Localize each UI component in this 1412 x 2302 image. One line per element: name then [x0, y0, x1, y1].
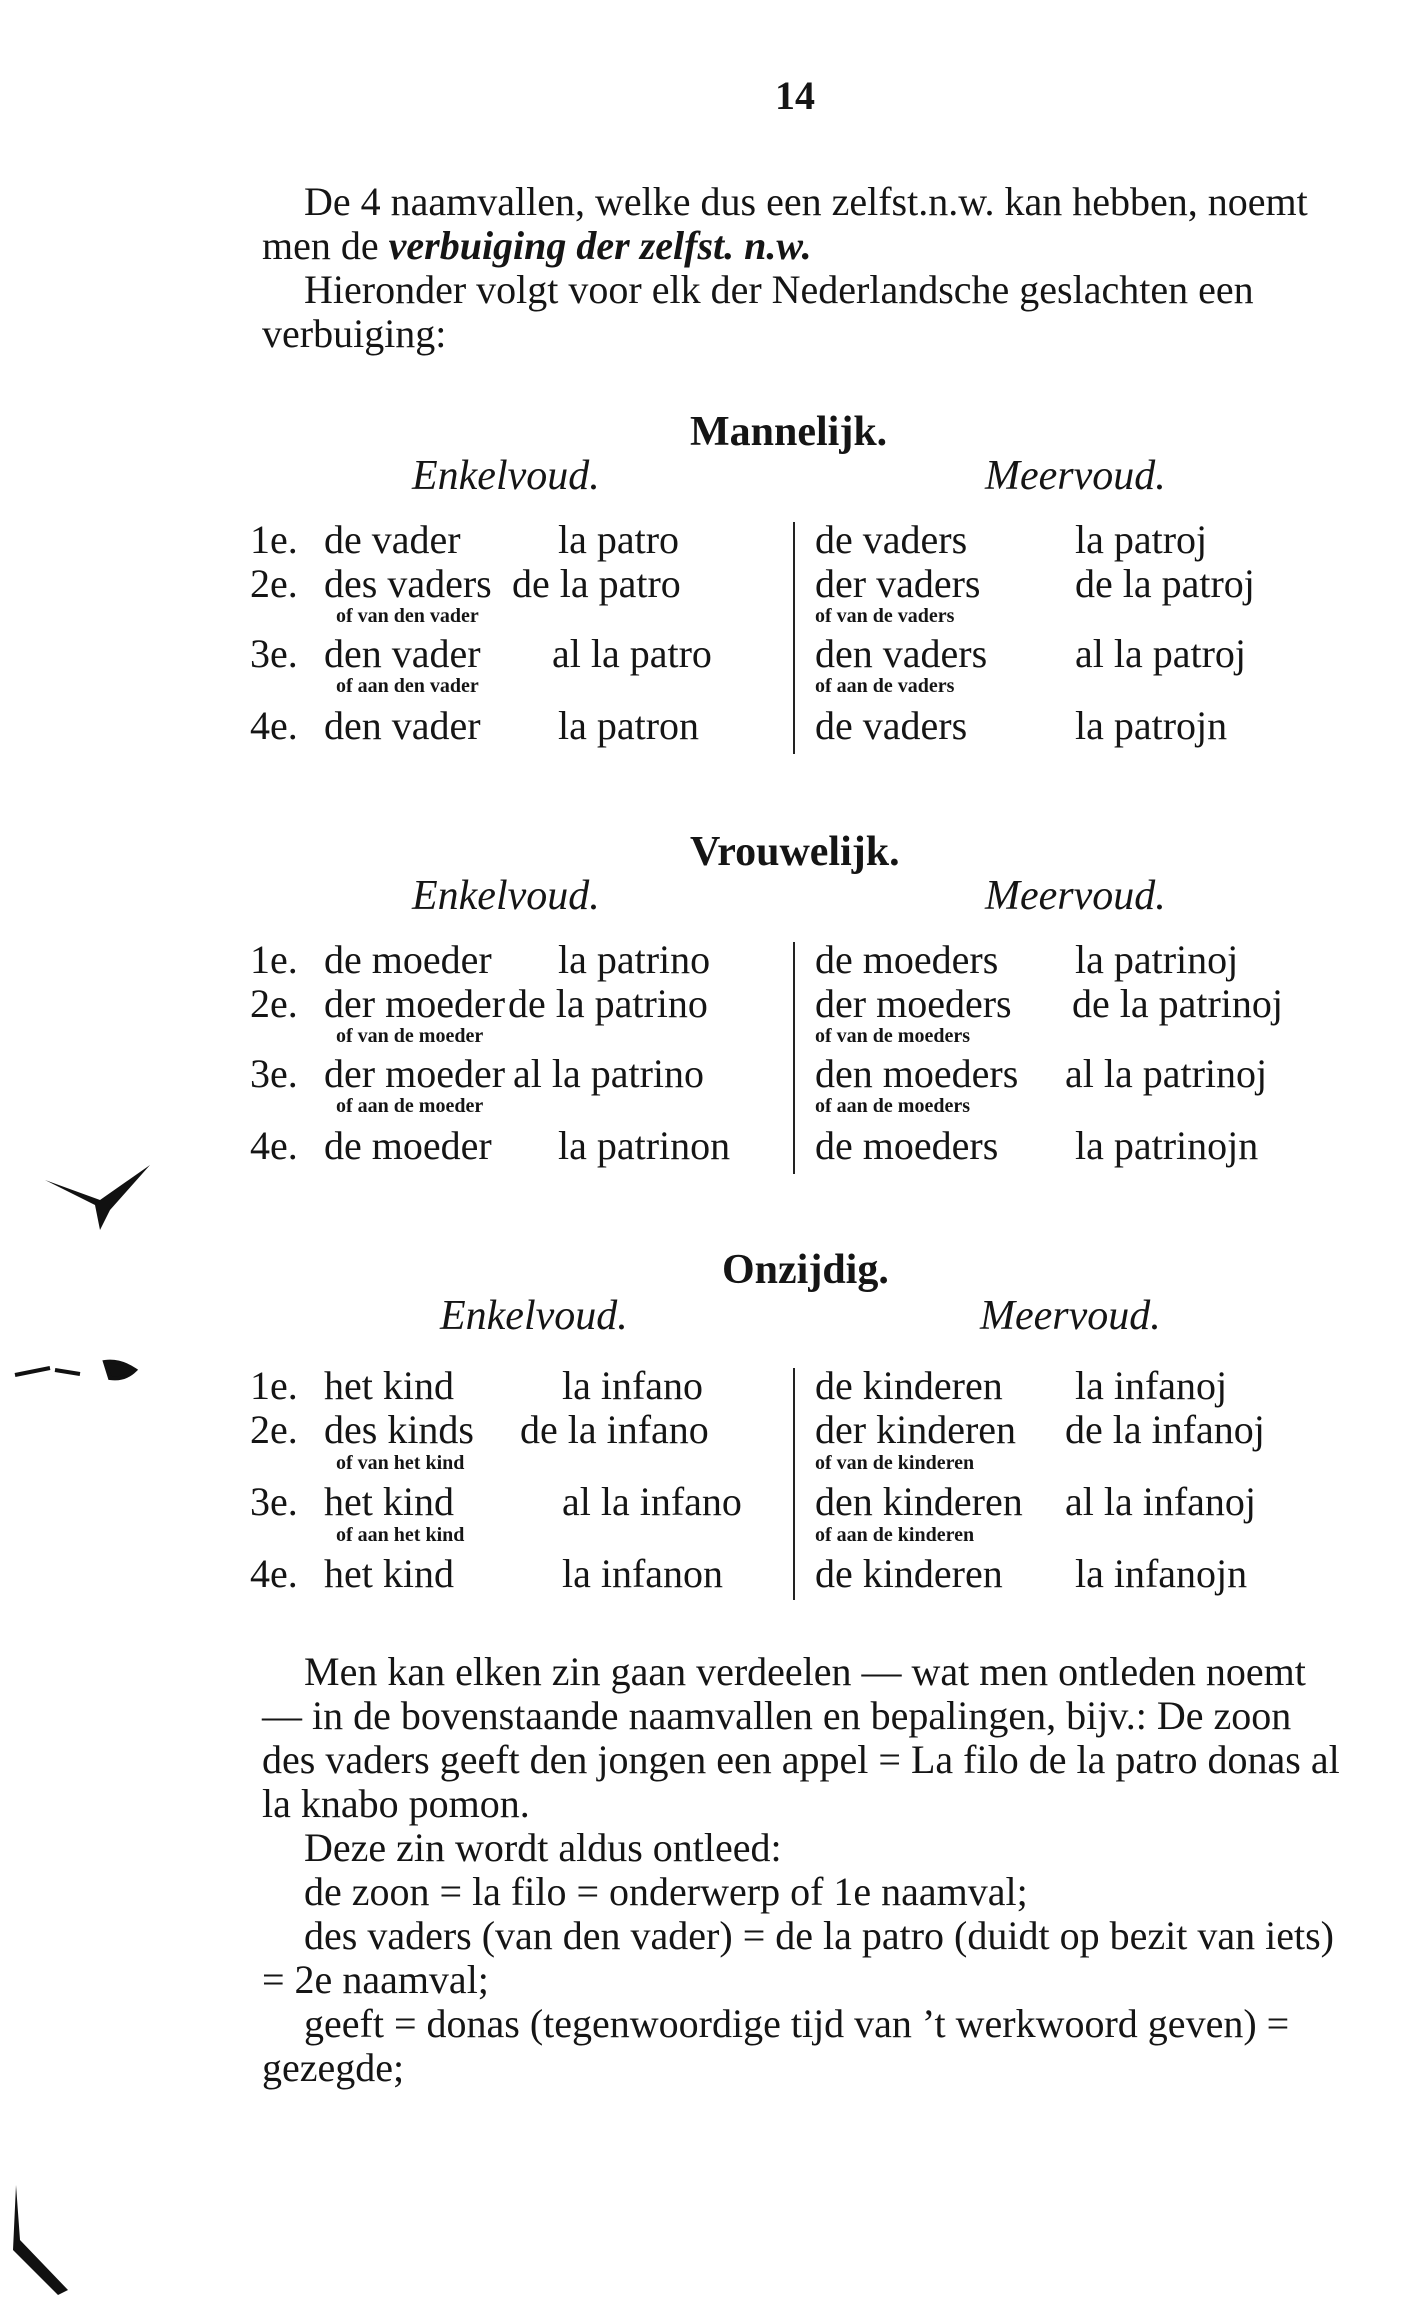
plural-dutch: de moeders: [815, 1123, 999, 1168]
singular-alternative: of aan de moeder: [336, 1095, 484, 1117]
plural-esperanto: de la infanoj: [1065, 1407, 1265, 1452]
singular-dutch: het kind: [324, 1363, 454, 1408]
body-paragraph-2: Deze zin wordt aldus ontleed:: [304, 1825, 782, 1870]
plural-alternative: of van de moeders: [815, 1025, 970, 1047]
singular-alternative: of van de moeder: [336, 1025, 484, 1047]
singular-dutch: de moeder: [324, 1123, 492, 1168]
column-divider: [793, 1368, 795, 1600]
plural-esperanto: la patrinojn: [1075, 1123, 1259, 1168]
singular-dutch: den vader: [324, 703, 481, 748]
case-number: 1e.: [250, 517, 298, 562]
singular-dutch: de moeder: [324, 937, 492, 982]
body-paragraph-3: de zoon = la filo = onderwerp of 1e naamval;: [304, 1869, 1028, 1914]
singular-dutch: het kind: [324, 1551, 454, 1596]
singular-esperanto: la patron: [558, 703, 700, 748]
singular-esperanto: la patrino: [558, 937, 711, 982]
intro-text: [262, 180, 1342, 356]
singular-dutch: der moeder: [324, 1051, 506, 1096]
case-number: 2e.: [250, 981, 298, 1026]
section-title-masculine: Mannelijk.: [690, 409, 888, 455]
body-paragraph-1: Men kan elken zin gaan verdeelen — wat men ontleden noemt — in de bovenstaande naamvallen en bepalingen, bijv.: De zoon des vaders geeft den jongen een appel = La filo de la patro donas al la knabo pomon.: [262, 1649, 1340, 1826]
singular-esperanto: de la infano: [520, 1407, 709, 1452]
plural-esperanto: de la patrinoj: [1072, 981, 1284, 1026]
singular-alternative: of van den vader: [336, 605, 479, 627]
margin-mark-icon: [40, 1160, 160, 1240]
plural-alternative: of aan de moeders: [815, 1095, 970, 1117]
case-number: 2e.: [250, 561, 298, 606]
case-number: 4e.: [250, 703, 298, 748]
plural-heading-feminine: Meervoud.: [985, 873, 1166, 919]
singular-esperanto: al la infano: [562, 1479, 742, 1524]
plural-dutch: de kinderen: [815, 1551, 1003, 1596]
singular-dutch: de vader: [324, 517, 461, 562]
plural-esperanto: de la patroj: [1075, 561, 1255, 606]
column-divider: [793, 942, 795, 1174]
plural-heading-masculine: Meervoud.: [985, 453, 1166, 499]
case-number: 1e.: [250, 937, 298, 982]
singular-alternative: of van het kind: [336, 1452, 465, 1474]
plural-dutch: de vaders: [815, 517, 968, 562]
plural-esperanto: la patrinoj: [1075, 937, 1239, 982]
body-paragraph-4: des vaders (van den vader) = de la patro (duidt op bezit van iets) = 2e naamval;: [262, 1913, 1334, 2002]
case-number: 2e.: [250, 1407, 298, 1452]
body-paragraph-5: geeft = donas (tegenwoordige tijd van ’t werkwoord geven) = gezegde;: [262, 2001, 1290, 2090]
case-number: 3e.: [250, 1479, 298, 1524]
body-text: [262, 1650, 1342, 2090]
plural-esperanto: la infanoj: [1075, 1363, 1228, 1408]
singular-dutch: het kind: [324, 1479, 454, 1524]
plural-esperanto: al la infanoj: [1065, 1479, 1257, 1524]
singular-esperanto: de la patro: [512, 561, 681, 606]
singular-heading-masculine: Enkelvoud.: [412, 453, 600, 499]
plural-dutch: der moeders: [815, 981, 1012, 1026]
corner-mark-icon: [8, 2180, 78, 2300]
plural-esperanto: al la patroj: [1075, 631, 1247, 676]
singular-alternative: of aan het kind: [336, 1524, 465, 1546]
plural-dutch: den vaders: [815, 631, 988, 676]
intro-p1-emphasis: verbuiging der zelfst. n.w.: [388, 223, 812, 268]
plural-dutch: den kinderen: [815, 1479, 1023, 1524]
singular-heading-neuter: Enkelvoud.: [440, 1293, 628, 1339]
singular-esperanto: la patro: [558, 517, 680, 562]
case-number: 4e.: [250, 1123, 298, 1168]
plural-dutch: de moeders: [815, 937, 999, 982]
plural-alternative: of aan de vaders: [815, 675, 955, 697]
singular-esperanto: la infano: [562, 1363, 704, 1408]
singular-dutch: des kinds: [324, 1407, 474, 1452]
singular-dutch: des vaders: [324, 561, 492, 606]
singular-esperanto: la patrinon: [558, 1123, 731, 1168]
plural-dutch: der vaders: [815, 561, 981, 606]
plural-dutch: de kinderen: [815, 1363, 1003, 1408]
singular-alternative: of aan den vader: [336, 675, 479, 697]
singular-esperanto: de la patrino: [508, 981, 708, 1026]
plural-alternative: of aan de kinderen: [815, 1524, 975, 1546]
section-title-neuter: Onzijdig.: [722, 1247, 889, 1293]
margin-scribble-icon: [10, 1350, 150, 1400]
singular-esperanto: la infanon: [562, 1551, 724, 1596]
plural-alternative: of van de vaders: [815, 605, 955, 627]
singular-dutch: der moeder: [324, 981, 506, 1026]
case-number: 4e.: [250, 1551, 298, 1596]
plural-esperanto: al la patrinoj: [1065, 1051, 1268, 1096]
plural-esperanto: la infanojn: [1075, 1551, 1248, 1596]
intro-paragraph-2: Hieronder volgt voor elk der Nederlandsche geslachten een verbuiging:: [262, 267, 1254, 356]
case-number: 1e.: [250, 1363, 298, 1408]
singular-esperanto: al la patro: [552, 631, 712, 676]
plural-dutch: den moeders: [815, 1051, 1019, 1096]
plural-esperanto: la patroj: [1075, 517, 1208, 562]
singular-esperanto: al la patrino: [513, 1051, 705, 1096]
intro-p1-text: De 4 naamvallen, welke dus een zelfst.n.w. kan hebben, noemt men de: [262, 179, 1308, 268]
case-number: 3e.: [250, 1051, 298, 1096]
column-divider: [793, 522, 795, 754]
section-title-feminine: Vrouwelijk.: [690, 829, 900, 875]
intro-paragraph-1: [262, 180, 1342, 268]
plural-alternative: of van de kinderen: [815, 1452, 975, 1474]
plural-dutch: de vaders: [815, 703, 968, 748]
plural-heading-neuter: Meervoud.: [980, 1293, 1161, 1339]
singular-heading-feminine: Enkelvoud.: [412, 873, 600, 919]
plural-dutch: der kinderen: [815, 1407, 1017, 1452]
singular-dutch: den vader: [324, 631, 481, 676]
plural-esperanto: la patrojn: [1075, 703, 1228, 748]
case-number: 3e.: [250, 631, 298, 676]
page-number: 14: [775, 73, 815, 118]
